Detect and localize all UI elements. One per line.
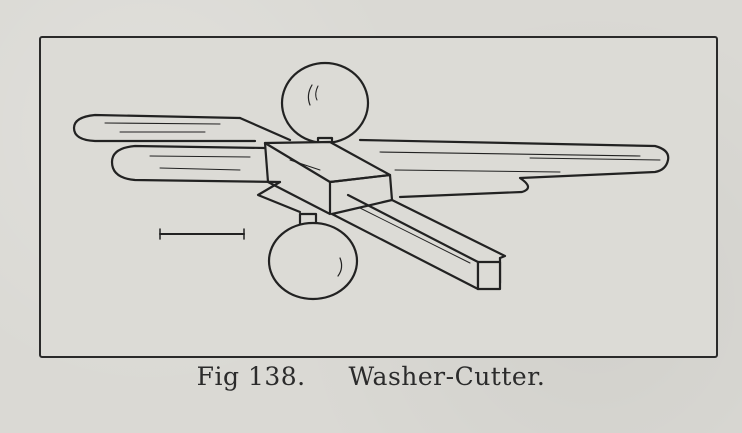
scale-bar-drawing <box>160 229 244 239</box>
center-block-drawing <box>265 142 392 214</box>
figure-label: Fig <box>196 362 240 391</box>
figure-title: Washer-Cutter. <box>348 362 546 391</box>
diagonal-bar-drawing <box>332 195 505 289</box>
figure-caption <box>0 362 742 391</box>
bottom-wheel-drawing <box>269 214 357 299</box>
figure-number: 138. <box>247 362 306 391</box>
top-wheel-drawing <box>282 63 368 148</box>
front-arm-drawing <box>112 146 300 212</box>
right-bar-drawing <box>360 140 668 197</box>
back-arm-drawing <box>74 115 290 141</box>
